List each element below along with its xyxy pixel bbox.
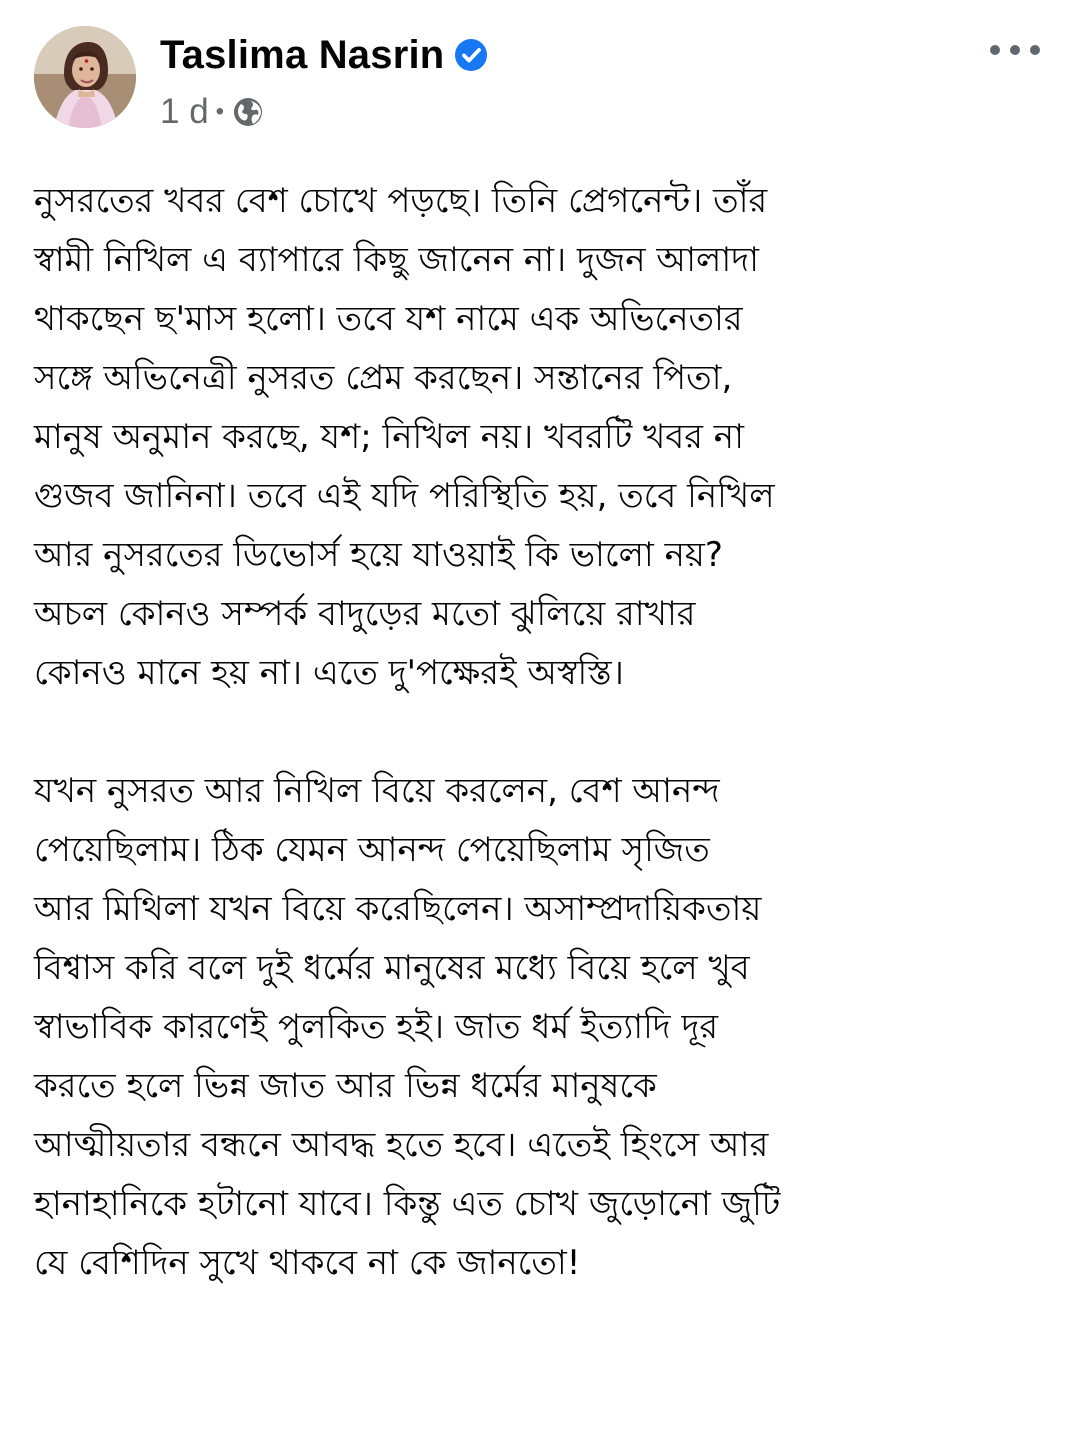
post-meta — [160, 90, 264, 134]
profile-avatar[interactable] — [34, 26, 136, 128]
post-paragraph-2: যখন নুসরত আর নিখিল বিয়ে করলেন, বেশ আনন্দ পেয়েছিলাম। ঠিক যেমন আনন্দ পেয়েছিলাম সৃজিত আর মিথিলা যখন বিয়ে করেছিলেন। অসাম্প্রদায়িকতায় বিশ্বাস করি বলে দুই ধর্মের মানুষের মধ্যে বিয়ে হলে খুব স্বাভাবিক কারণেই পুলকিত হই। জাত ধর্ম ইত্যাদি দূর করতে হলে ভিন্ন জাত আর ভিন্ন ধর্মের মানুষকে আত্মীয়তার বন্ধনে আবদ্ধ হতে হবে। এতেই হিংসে আর হানাহানিকে হটানো যাবে। কিন্তু এত চোখ জুড়োনো জুটি যে বেশিদিন সুখে থাকবে না কে জানতো! — [34, 771, 781, 1283]
author-name[interactable]: Taslima Nasrin — [160, 32, 445, 77]
post-paragraph-1: নুসরতের খবর বেশ চোখে পড়ছে। তিনি প্রেগনেন্ট। তাঁর স্বামী নিখিল এ ব্যাপারে কিছু জানেন না। দুজন আলাদা থাকছেন ছ'মাস হলো। তবে যশ নামে এক অভিনেতার সঙ্গে অভিনেত্রী নুসরত প্রেম করছেন। সন্তানের পিতা, মানুষ অনুমান করছে, যশ; নিখিল নয়। খবরটি খবর না গুজব জানিনা। তবে এই যদি পরিস্থিতি হয়, তবে নিখিল আর নুসরতের ডিভোর্স হয়ে যাওয়াই কি ভালো নয়? অচল কোনও সম্পর্ক বাদুড়ের মতো ঝুলিয়ে রাখার কোনও মানে হয় না। এতে দু'পক্ষেরই অস্বস্তি। — [34, 181, 775, 693]
profile-photo — [34, 26, 136, 128]
post-header — [34, 26, 1044, 136]
globe-icon[interactable] — [232, 96, 264, 128]
meta-separator: • — [215, 98, 225, 125]
more-dot-icon — [1010, 45, 1020, 55]
post-timestamp[interactable]: 1 d — [160, 92, 209, 131]
more-dot-icon — [990, 45, 1000, 55]
verified-badge-icon — [454, 38, 488, 72]
author-row — [160, 30, 488, 80]
more-options-button[interactable] — [990, 38, 1040, 62]
post-body — [34, 172, 1054, 1293]
more-dot-icon — [1030, 45, 1040, 55]
